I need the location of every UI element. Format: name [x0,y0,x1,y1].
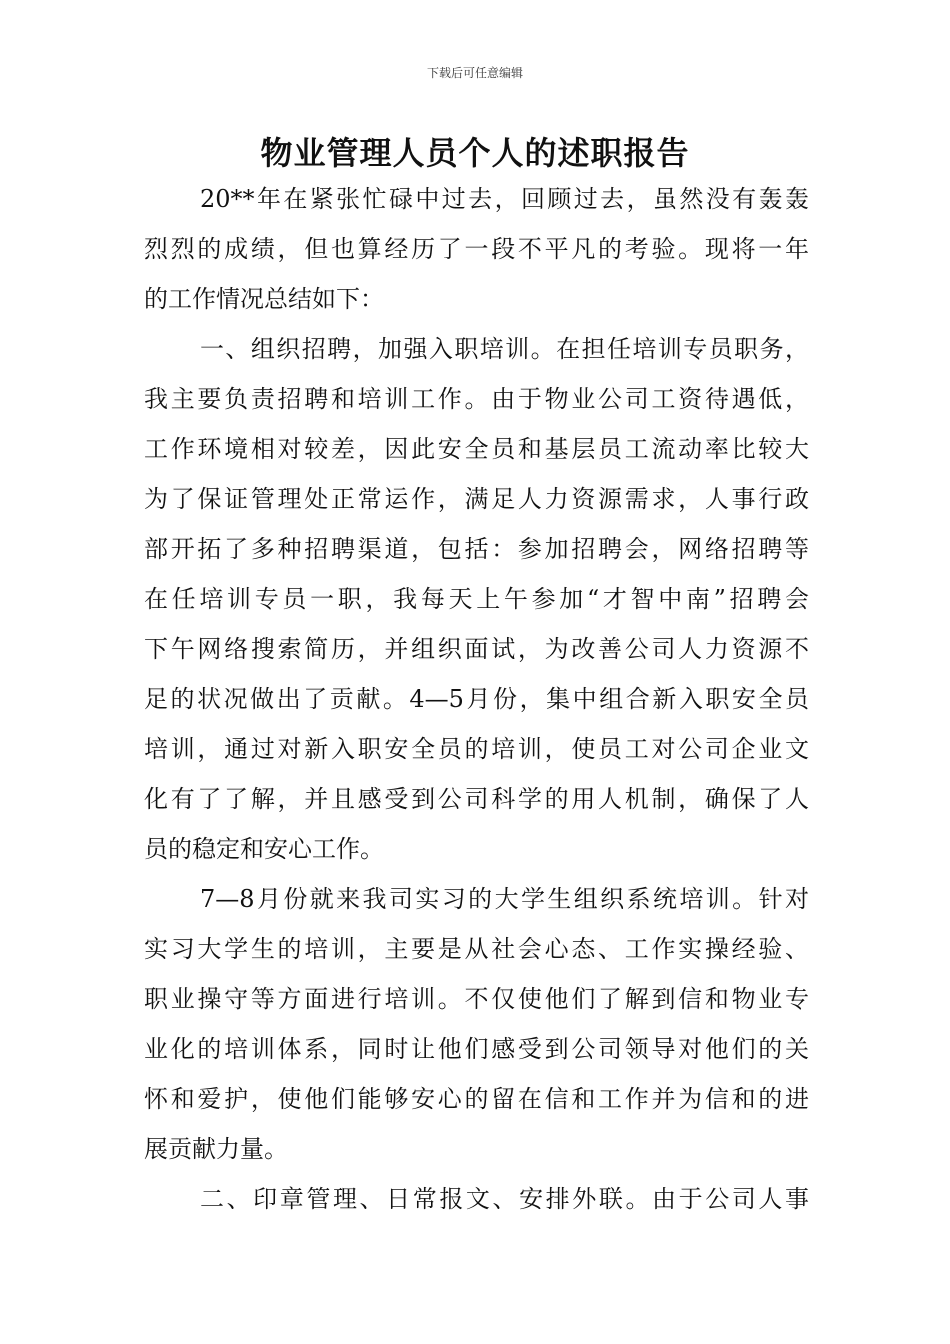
text-line: 怀和爱护，使他们能够安心的留在信和工作并为信和的进 [144,1085,809,1113]
text-line: 员的稳定和安心工作。 [144,835,384,863]
text-line: 一、组织招聘，加强入职培训。在担任培训专员职务， [200,335,809,363]
text-line: 化有了了解，并且感受到公司科学的用人机制，确保了人 [144,785,809,813]
document-body [144,174,809,1224]
text-line: 实习大学生的培训，主要是从社会心态、工作实操经验、 [144,935,809,963]
paragraph-2 [144,324,809,874]
text-line: 7—8月份就来我司实习的大学生组织系统培训。针对 [200,885,809,913]
text-line: 我主要负责招聘和培训工作。由于物业公司工资待遇低， [144,385,809,413]
text-line: 为了保证管理处正常运作，满足人力资源需求，人事行政 [144,485,809,513]
paragraph-1 [144,174,809,324]
text-line: 在任培训专员一职，我每天上午参加“才智中南”招聘会 [144,585,809,613]
text-line: 烈烈的成绩，但也算经历了一段不平凡的考验。现将一年 [144,235,809,263]
page-header-note: 下载后可任意编辑 [426,66,523,80]
paragraph-3 [144,874,809,1174]
document-title: 物业管理人员个人的述职报告 [260,134,690,172]
text-line: 职业操守等方面进行培训。不仅使他们了解到信和物业专 [144,985,809,1013]
text-line: 培训，通过对新入职安全员的培训，使员工对公司企业文 [144,735,809,763]
text-line: 业化的培训体系，同时让他们感受到公司领导对他们的关 [144,1035,809,1063]
text-line: 下午网络搜索简历，并组织面试，为改善公司人力资源不 [144,635,809,663]
text-line: 工作环境相对较差，因此安全员和基层员工流动率比较大 [144,435,809,463]
text-line: 足的状况做出了贡献。4—5月份，集中组合新入职安全员 [144,685,809,713]
text-line: 展贡献力量。 [144,1135,288,1163]
paragraph-4 [144,1174,809,1224]
text-line: 部开拓了多种招聘渠道，包括：参加招聘会，网络招聘等 [144,535,809,563]
text-line: 的工作情况总结如下： [144,285,384,313]
text-line: 20**年在紧张忙碌中过去，回顾过去，虽然没有轰轰 [200,185,809,213]
text-line: 二、印章管理、日常报文、安排外联。由于公司人事 [200,1185,809,1213]
